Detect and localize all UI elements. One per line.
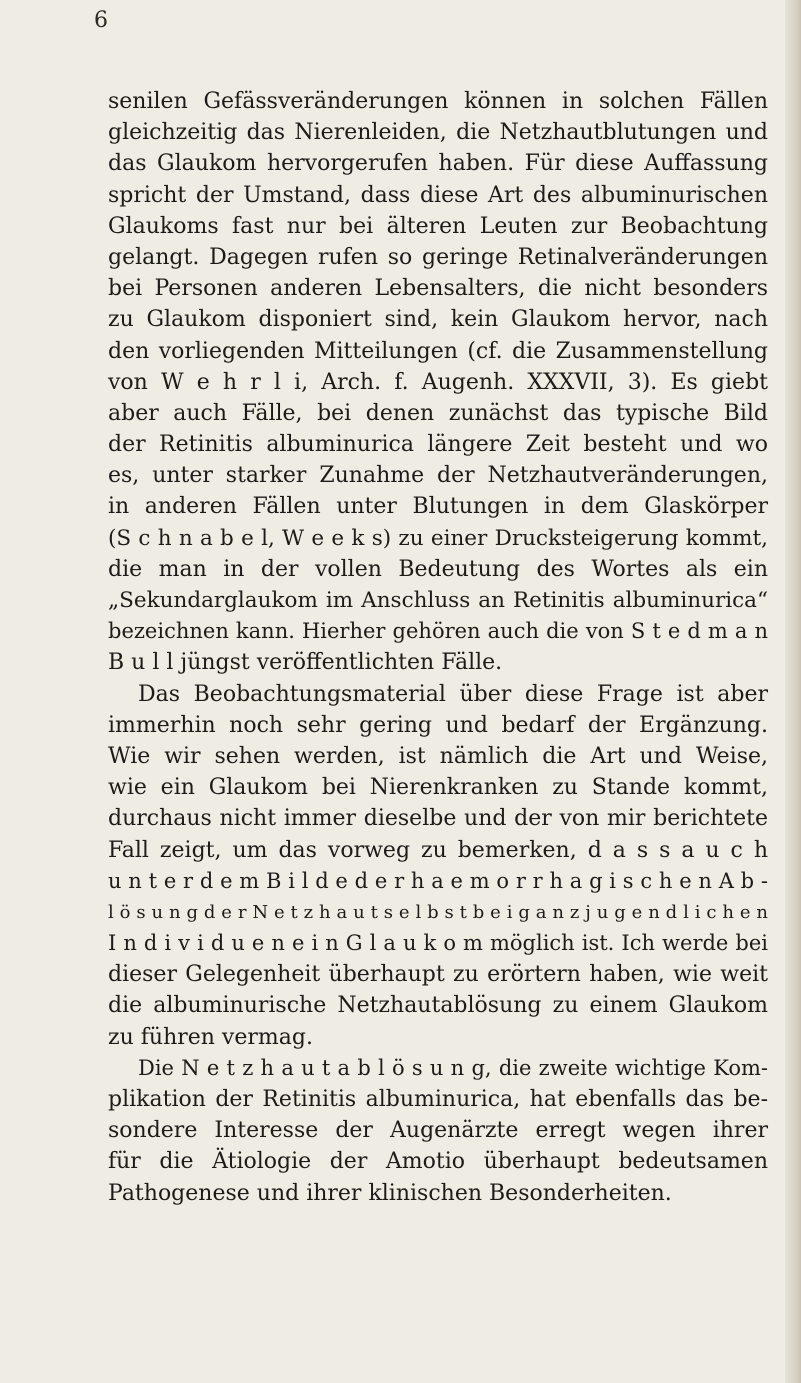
text-line: gleichzeitig das Nierenleiden, die Netzhautblutungen und xyxy=(108,120,768,146)
text-line: dieser Gelegenheit überhaupt zu erörtern haben, wie weit xyxy=(108,962,768,988)
text-line: „Sekundarglaukom im Anschluss an Retinitis albuminurica“ xyxy=(108,588,768,613)
text-line: Die N e t z h a u t a b l ö s u n g, die zweite wichtige Kom- xyxy=(138,1055,768,1080)
text-line: Das Beobachtungsmaterial über diese Frage ist aber xyxy=(138,681,768,707)
text-line: die man in der vollen Bedeutung des Wortes als ein xyxy=(108,556,768,582)
text-line: u n t e r d e m B i l d e d e r h a e m o r r h a g i s c h e n A b - xyxy=(108,868,768,893)
text-line: B u l l jüngst veröffentlichten Fälle. xyxy=(108,650,503,676)
text-line: gelangt. Dagegen rufen so geringe Retinalveränderungen xyxy=(108,244,768,270)
page-number: 6 xyxy=(94,8,108,33)
text-line: das Glaukom hervorgerufen haben. Für diese Auffassung xyxy=(108,151,768,177)
text-line: plikation der Retinitis albuminurica, hat ebenfalls das be- xyxy=(108,1087,768,1112)
text-line: zu Glaukom disponiert sind, kein Glaukom hervor, nach xyxy=(108,307,768,333)
text-line: sondere Interesse der Augenärzte erregt wegen ihrer xyxy=(108,1118,768,1144)
text-line: spricht der Umstand, dass diese Art des albuminurischen xyxy=(108,182,768,208)
text-line: aber auch Fälle, bei denen zunächst das typische Bild xyxy=(108,400,768,426)
text-line: l ö s u n g d e r N e t z h a u t s e l b s t b e i g a n z j u g e n d l i c h e n xyxy=(108,901,768,923)
text-line: I n d i v i d u e n e i n G l a u k o m möglich ist. Ich werde bei xyxy=(108,931,768,956)
text-line: es, unter starker Zunahme der Netzhautveränderungen, xyxy=(108,463,768,489)
text-line: bei Personen anderen Lebensalters, die nicht besonders xyxy=(108,276,768,302)
text-line: zu führen vermag. xyxy=(108,1024,313,1050)
text-line: Pathogenese und ihrer klinischen Besonderheiten. xyxy=(108,1180,672,1206)
text-line: für die Ätiologie der Amotio überhaupt bedeutsamen xyxy=(108,1149,768,1175)
text-line: (S c h n a b e l, W e e k s) zu einer Drucksteigerung kommt, xyxy=(108,525,768,551)
text-line: senilen Gefässveränderungen können in solchen Fällen xyxy=(108,89,768,114)
text-line: in anderen Fällen unter Blutungen in dem Glaskörper xyxy=(108,494,768,520)
page-edge-shadow xyxy=(785,0,801,1383)
text-line: Glaukoms fast nur bei älteren Leuten zur Beobachtung xyxy=(108,213,768,239)
text-line: immerhin noch sehr gering und bedarf der Ergänzung. xyxy=(108,712,768,738)
text-line: bezeichnen kann. Hierher gehören auch die von S t e d m a n xyxy=(108,619,768,644)
text-line: Fall zeigt, um das vorweg zu bemerken, d a s s a u c h xyxy=(108,837,768,863)
body-text xyxy=(108,86,768,1209)
text-line: von W e h r l i, Arch. f. Augenh. XXXVII, 3). Es giebt xyxy=(108,369,768,395)
text-line: Wie wir sehen werden, ist nämlich die Art und Weise, xyxy=(108,743,768,769)
text-line: die albuminurische Netzhautablösung zu einem Glaukom xyxy=(108,993,768,1019)
text-line: durchaus nicht immer dieselbe und der von mir berichtete xyxy=(108,806,768,832)
text-line: der Retinitis albuminurica längere Zeit besteht und wo xyxy=(108,432,768,458)
text-line: wie ein Glaukom bei Nierenkranken zu Stande kommt, xyxy=(108,775,768,801)
text-line: den vorliegenden Mitteilungen (cf. die Zusammenstellung xyxy=(108,338,768,364)
